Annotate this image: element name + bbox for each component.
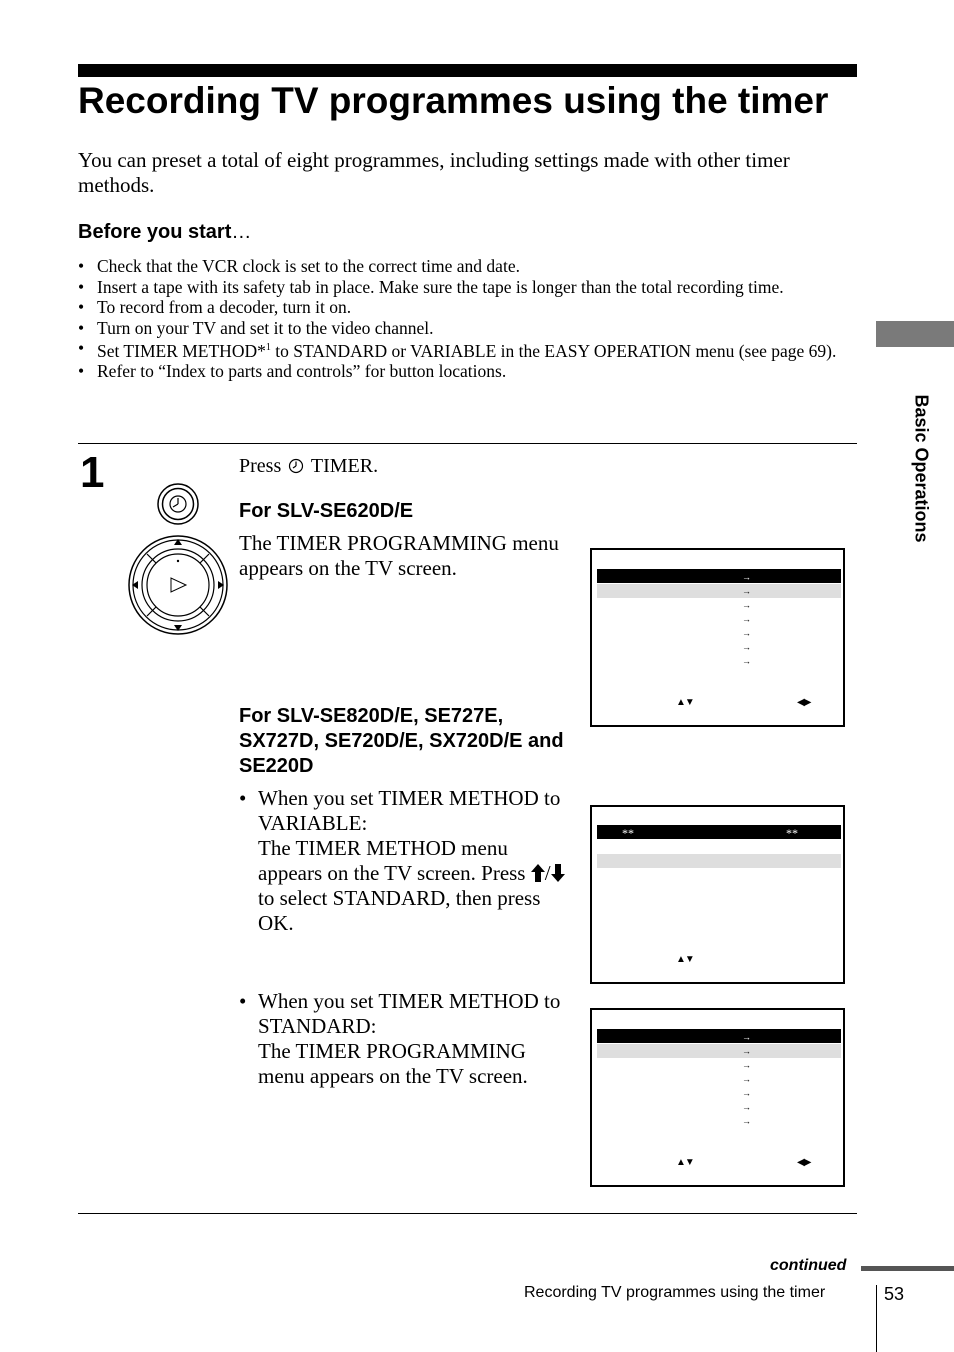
standard-body-text: The TIMER PROGRAMMING menu appears on the TV screen. [258, 1039, 528, 1088]
press-timer-instruction [239, 455, 378, 478]
up-arrow-icon [531, 864, 545, 882]
variable-heading-text: When you set TIMER METHOD to VARIABLE: [258, 786, 561, 835]
standard-bullet [239, 989, 569, 1089]
variable-body-text: The TIMER METHOD menu appears on the TV screen. Press [258, 836, 526, 885]
screen-highlight-row [597, 854, 841, 868]
stars-left: ** [622, 826, 634, 840]
list-item: • Turn on your TV and set it to the video channel. [78, 318, 868, 339]
top-rule [78, 64, 857, 77]
bullet-dot: • [239, 989, 247, 1013]
timer-text: TIMER. [310, 455, 379, 477]
variable-tail-text: to select STANDARD, then press OK. [258, 886, 541, 935]
continued-bar [861, 1266, 954, 1271]
row-arrow: → [742, 600, 751, 610]
footnote-ref: 1 [265, 342, 271, 353]
before-heading-text: Before you start [78, 221, 232, 243]
remote-control-illustration [126, 482, 234, 638]
intro-paragraph: You can preset a total of eight programmes, including settings made with other timer methods. [78, 148, 790, 197]
section-divider [78, 443, 857, 444]
clock-icon [288, 458, 304, 474]
before-you-start-list [78, 256, 868, 382]
screen-highlight-row [597, 584, 841, 598]
row-arrow: → [742, 628, 751, 638]
row-arrow: → [742, 1116, 751, 1126]
screen-title-bar [597, 1029, 841, 1043]
screen-highlight-row [597, 1044, 841, 1058]
row-arrow: → [742, 1102, 751, 1112]
row-arrow: → [742, 614, 751, 624]
row-arrow: → [742, 1074, 751, 1084]
before-you-start-heading [78, 221, 251, 244]
section-divider-bottom [78, 1213, 857, 1214]
list-item: • Refer to “Index to parts and controls” for button locations. [78, 361, 868, 382]
row-arrow: → [742, 1088, 751, 1098]
tv-screen-timer-programming [590, 548, 845, 727]
model2-heading: For SLV-SE820D/E, SE727E, SX727D, SE720D/E, SX720D/E and SE220D [239, 705, 564, 777]
list-item: • To record from a decoder, turn it on. [78, 297, 868, 318]
tv-screen-timer-method [590, 805, 845, 984]
dpad-icon [129, 536, 227, 634]
page-number: 53 [884, 1284, 905, 1304]
tv-screen-timer-programming-standard [590, 1008, 845, 1187]
stars-right: ** [786, 826, 798, 840]
row-arrow: → [742, 642, 751, 652]
leftright-hint-icon: ◀▶ [797, 1157, 811, 1168]
row-arrow: → [742, 586, 751, 596]
row-arrow: → [742, 1046, 751, 1056]
list-item-text: Set TIMER METHOD* [97, 340, 266, 361]
row-arrow: → [742, 1032, 751, 1042]
standard-heading-text: When you set TIMER METHOD to STANDARD: [258, 989, 561, 1038]
bullet-dot: • [239, 786, 247, 810]
standard-text [258, 989, 569, 1089]
updown-hint-icon: ▲▼ [676, 697, 694, 708]
list-item [78, 338, 868, 361]
before-heading-dots: … [231, 221, 252, 243]
model1-heading: For SLV-SE620D/E [239, 500, 414, 522]
list-item: • Insert a tape with its safety tab in place. Make sure the tape is longer than the total recording time. [78, 277, 868, 298]
timer-button-icon [158, 484, 198, 524]
leftright-hint-icon: ◀▶ [797, 697, 811, 708]
running-footer-title: Recording TV programmes using the timer [524, 1284, 826, 1301]
continued-label: continued [770, 1257, 847, 1274]
press-text: Press [239, 455, 282, 477]
side-section-label: Basic Operations [911, 394, 932, 543]
row-arrow: → [742, 656, 751, 666]
list-item: • Check that the VCR clock is set to the correct time and date. [78, 256, 868, 277]
updown-hint-icon: ▲▼ [676, 954, 694, 965]
side-tab [876, 321, 954, 347]
screen-title-bar [597, 569, 841, 583]
footer-divider [876, 1285, 877, 1352]
arrow-separator: / [544, 861, 551, 885]
row-arrow: → [742, 572, 751, 582]
variable-bullet [239, 786, 569, 936]
step-number: 1 [80, 448, 105, 497]
row-arrow: → [742, 1060, 751, 1070]
variable-text [258, 786, 569, 936]
page-title: Recording TV programmes using the timer [78, 80, 829, 121]
list-item-text: to STANDARD or VARIABLE in the EASY OPERATION menu (see page 69). [270, 340, 837, 361]
model1-description: The TIMER PROGRAMMING menu appears on the TV screen. [239, 531, 559, 580]
updown-hint-icon: ▲▼ [676, 1157, 694, 1168]
down-arrow-icon [551, 864, 565, 882]
